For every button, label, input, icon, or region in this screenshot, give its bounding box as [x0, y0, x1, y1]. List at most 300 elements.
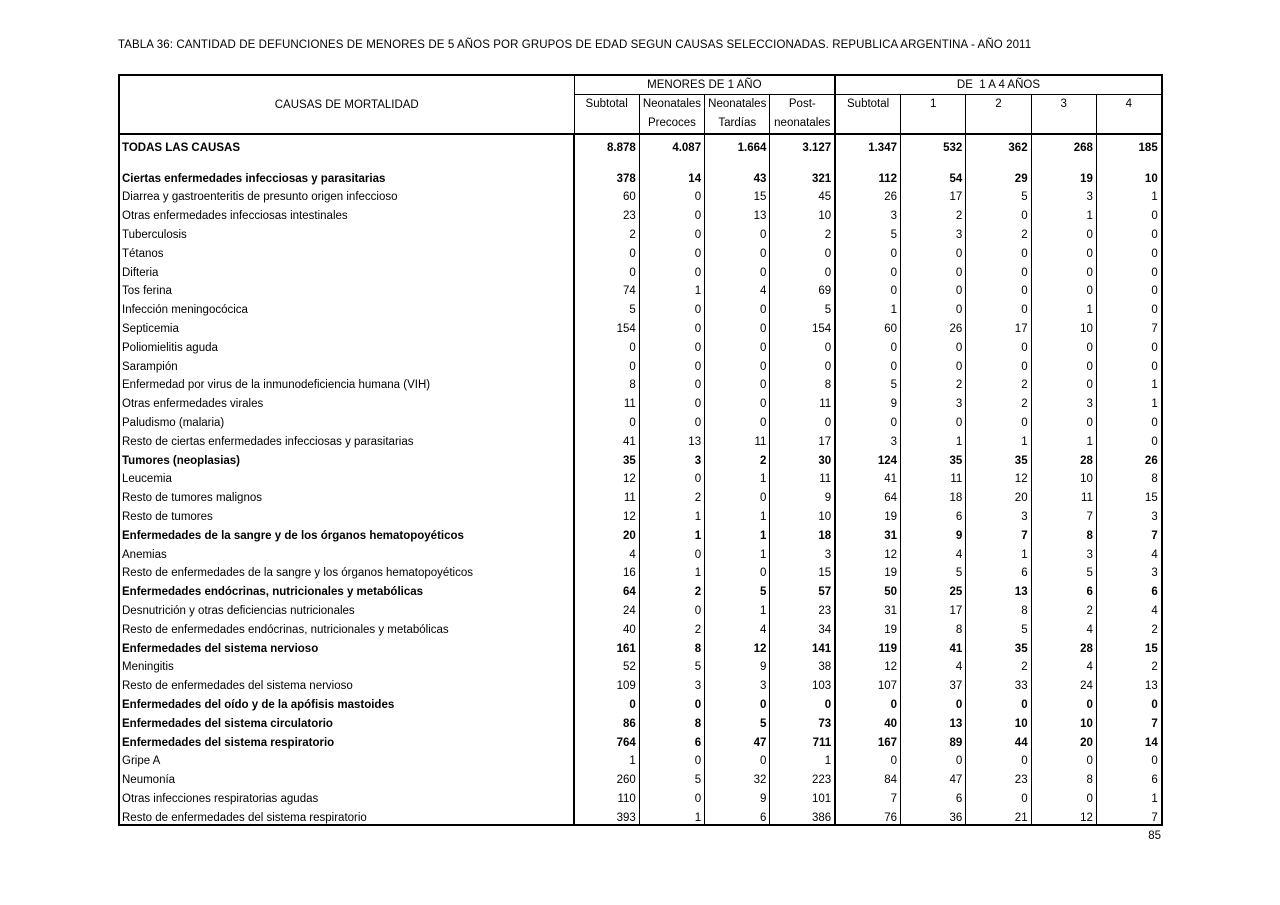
- table-row: [119, 373, 1162, 392]
- cell-value: 0: [639, 786, 704, 805]
- row-label: Meningitis: [122, 661, 174, 674]
- table-row: [119, 391, 1162, 410]
- cell-value: 10: [1031, 316, 1096, 335]
- cell-value: 0: [1031, 373, 1096, 392]
- cell-value: 1: [639, 523, 704, 542]
- cell-value: 73: [770, 711, 835, 730]
- row-label: Enfermedades del sistema respiratorio: [122, 736, 335, 749]
- cell-value: 7: [1096, 711, 1161, 730]
- cell-value: 0: [1096, 429, 1161, 448]
- cell-value: 15: [705, 185, 770, 204]
- cell-value: 0: [835, 279, 900, 298]
- cell-value: 0: [639, 241, 704, 260]
- cell-value: 12: [966, 467, 1031, 486]
- cell-value: 0: [639, 467, 704, 486]
- cell-value: 74: [574, 279, 639, 298]
- cell-value: 31: [835, 598, 900, 617]
- cell-value: 0: [1096, 279, 1161, 298]
- cell-value: 25: [901, 579, 966, 598]
- cell-value: 0: [835, 354, 900, 373]
- cell-value: 0: [1096, 335, 1161, 354]
- cell-value: 0: [639, 391, 704, 410]
- cell-value: 8: [639, 711, 704, 730]
- table-row: [119, 767, 1162, 786]
- cell-value: 8: [1031, 523, 1096, 542]
- cell-value: 41: [835, 467, 900, 486]
- table-row: [119, 429, 1162, 448]
- cell-value: 0: [901, 410, 966, 429]
- cell-value: 2: [639, 485, 704, 504]
- cell-value: 0: [1031, 749, 1096, 768]
- row-label: Tuberculosis: [122, 228, 187, 241]
- cell-value: 0: [1031, 279, 1096, 298]
- cell-value: 6: [1031, 579, 1096, 598]
- cell-value: 2: [1096, 617, 1161, 636]
- cell-value: 2: [574, 222, 639, 241]
- cell-value: 6: [705, 805, 770, 825]
- column-header: 4: [1096, 95, 1161, 135]
- cell-value: 103: [770, 673, 835, 692]
- cell-value: 19: [1031, 166, 1096, 185]
- cell-value: 1: [966, 429, 1031, 448]
- cell-value: 1: [901, 429, 966, 448]
- cell-value: 35: [966, 448, 1031, 467]
- column-header: Subtotal: [574, 95, 639, 135]
- table-row: [119, 673, 1162, 692]
- cell-value: [1031, 154, 1096, 166]
- cell-value: 0: [1096, 354, 1161, 373]
- cell-value: 5: [966, 185, 1031, 204]
- column-header: Neonatales Precoces: [639, 95, 704, 135]
- cell-value: 0: [966, 335, 1031, 354]
- cell-value: 60: [574, 185, 639, 204]
- cell-value: 0: [901, 241, 966, 260]
- row-label: Resto de ciertas enfermedades infecciosas y parasitarias: [122, 435, 414, 448]
- cell-value: 16: [574, 561, 639, 580]
- cell-value: [770, 154, 835, 166]
- cell-value: 9: [901, 523, 966, 542]
- cell-value: 0: [705, 410, 770, 429]
- table-row: [119, 598, 1162, 617]
- cell-value: 10: [1031, 711, 1096, 730]
- cell-value: 0: [705, 260, 770, 279]
- group-header-row: [119, 75, 1162, 95]
- cell-value: 1: [1031, 429, 1096, 448]
- cell-value: [901, 154, 966, 166]
- table-row: [119, 185, 1162, 204]
- table-row: [119, 166, 1162, 185]
- cell-value: 0: [639, 203, 704, 222]
- cell-value: 12: [574, 504, 639, 523]
- table-row: [119, 410, 1162, 429]
- cell-value: 3: [705, 673, 770, 692]
- cell-value: 3: [639, 673, 704, 692]
- column-header: Post- neonatales: [770, 95, 835, 135]
- row-label: Otras enfermedades virales: [122, 398, 264, 411]
- table-row: [119, 504, 1162, 523]
- cell-value: 14: [1096, 730, 1161, 749]
- cell-value: 0: [574, 692, 639, 711]
- cell-value: 5: [639, 767, 704, 786]
- cell-value: 0: [901, 297, 966, 316]
- spacer-row: [119, 154, 1162, 166]
- cell-value: 711: [770, 730, 835, 749]
- cell-value: 6: [966, 561, 1031, 580]
- row-label: Resto de enfermedades endócrinas, nutricionales y metabólicas: [122, 623, 449, 636]
- cell-value: 0: [1096, 410, 1161, 429]
- cell-value: 6: [901, 504, 966, 523]
- cell-value: 2: [705, 448, 770, 467]
- cell-value: 3: [1031, 391, 1096, 410]
- cell-value: 185: [1096, 134, 1161, 154]
- cell-value: 8: [1031, 767, 1096, 786]
- cell-value: 19: [835, 561, 900, 580]
- cell-value: 4: [705, 617, 770, 636]
- table-row: [119, 636, 1162, 655]
- cell-value: 20: [966, 485, 1031, 504]
- cell-value: 0: [835, 260, 900, 279]
- cell-value: 141: [770, 636, 835, 655]
- row-label: Infección meningocócica: [122, 304, 248, 317]
- cell-value: 57: [770, 579, 835, 598]
- cell-value: 5: [639, 655, 704, 674]
- table-row: [119, 561, 1162, 580]
- cell-value: [1096, 154, 1161, 166]
- cell-value: 8: [966, 598, 1031, 617]
- cell-value: 28: [1031, 636, 1096, 655]
- cell-value: 0: [639, 410, 704, 429]
- cell-value: 0: [835, 749, 900, 768]
- cell-value: 0: [966, 203, 1031, 222]
- causes-column-header: CAUSAS DE MORTALIDAD: [119, 75, 574, 134]
- cell-value: 40: [574, 617, 639, 636]
- cell-value: 378: [574, 166, 639, 185]
- cell-value: 47: [705, 730, 770, 749]
- cell-value: 13: [1096, 673, 1161, 692]
- cell-value: 362: [966, 134, 1031, 154]
- cell-value: 3: [901, 391, 966, 410]
- cell-value: 0: [639, 542, 704, 561]
- cell-value: 35: [574, 448, 639, 467]
- cell-value: 161: [574, 636, 639, 655]
- cell-value: 50: [835, 579, 900, 598]
- cell-value: 0: [639, 222, 704, 241]
- cell-value: 12: [705, 636, 770, 655]
- cell-value: 10: [966, 711, 1031, 730]
- cell-value: 23: [770, 598, 835, 617]
- cell-value: 47: [901, 767, 966, 786]
- row-label: Anemias: [122, 548, 167, 561]
- cell-value: 15: [1096, 636, 1161, 655]
- cell-value: 2: [901, 203, 966, 222]
- cell-value: 1: [705, 504, 770, 523]
- cell-value: 64: [574, 579, 639, 598]
- cell-value: 3: [770, 542, 835, 561]
- column-header: 1: [901, 95, 966, 135]
- row-label: Difteria: [122, 266, 159, 279]
- cell-value: 3: [1031, 542, 1096, 561]
- cell-value: 12: [835, 542, 900, 561]
- cell-value: 0: [966, 410, 1031, 429]
- cell-value: 0: [901, 354, 966, 373]
- cell-value: 18: [770, 523, 835, 542]
- cell-value: 4: [1096, 598, 1161, 617]
- cell-value: 1: [1096, 786, 1161, 805]
- cell-value: 109: [574, 673, 639, 692]
- cell-value: 0: [705, 485, 770, 504]
- cell-value: 11: [770, 467, 835, 486]
- cell-value: 15: [1096, 485, 1161, 504]
- cell-value: 0: [705, 373, 770, 392]
- table-row: [119, 241, 1162, 260]
- cell-value: [705, 154, 770, 166]
- cell-value: 30: [770, 448, 835, 467]
- cell-value: 76: [835, 805, 900, 825]
- cell-value: 4: [1031, 617, 1096, 636]
- cell-value: 43: [705, 166, 770, 185]
- cell-value: 23: [574, 203, 639, 222]
- group-header-1-to-4: DE 1 A 4 AÑOS: [835, 75, 1162, 95]
- cell-value: 2: [1031, 598, 1096, 617]
- cell-value: 2: [770, 222, 835, 241]
- cell-value: 154: [770, 316, 835, 335]
- row-label: Gripe A: [122, 755, 161, 768]
- cell-value: 0: [574, 335, 639, 354]
- cell-value: [835, 154, 900, 166]
- cell-value: 0: [639, 185, 704, 204]
- cell-value: 89: [901, 730, 966, 749]
- cell-value: 0: [770, 692, 835, 711]
- cell-value: 18: [901, 485, 966, 504]
- cell-value: 3: [1031, 185, 1096, 204]
- row-label: Enfermedades del sistema circulatorio: [122, 717, 333, 730]
- table-row: [119, 749, 1162, 768]
- cell-value: 11: [574, 485, 639, 504]
- row-label: Enfermedades de la sangre y de los órganos hematopoyéticos: [122, 529, 464, 542]
- cell-value: 11: [1031, 485, 1096, 504]
- cell-value: 1: [966, 542, 1031, 561]
- cell-value: 44: [966, 730, 1031, 749]
- cell-value: 9: [835, 391, 900, 410]
- cell-value: 0: [966, 297, 1031, 316]
- cell-value: 0: [1096, 241, 1161, 260]
- cell-value: 0: [770, 335, 835, 354]
- cell-value: 11: [574, 391, 639, 410]
- row-label: [119, 154, 574, 166]
- cell-value: [639, 154, 704, 166]
- cell-value: 6: [639, 730, 704, 749]
- row-label: Leucemia: [122, 473, 172, 486]
- cell-value: 0: [1031, 335, 1096, 354]
- cell-value: 0: [1096, 203, 1161, 222]
- cell-value: 0: [639, 335, 704, 354]
- cell-value: 1: [1096, 391, 1161, 410]
- row-label: Resto de tumores: [122, 510, 213, 523]
- cell-value: 38: [770, 655, 835, 674]
- cell-value: 1: [705, 542, 770, 561]
- cell-value: 8: [574, 373, 639, 392]
- table-row: [119, 655, 1162, 674]
- column-header: 3: [1031, 95, 1096, 135]
- cell-value: 1: [705, 598, 770, 617]
- cell-value: 3: [901, 222, 966, 241]
- cell-value: 0: [705, 692, 770, 711]
- table-row: [119, 260, 1162, 279]
- cell-value: 0: [574, 410, 639, 429]
- cell-value: 5: [705, 711, 770, 730]
- row-label: Paludismo (malaria): [122, 416, 225, 429]
- cell-value: 0: [770, 260, 835, 279]
- cell-value: 21: [966, 805, 1031, 825]
- cell-value: 0: [705, 297, 770, 316]
- cell-value: 0: [639, 373, 704, 392]
- table-row: [119, 222, 1162, 241]
- cell-value: 4: [574, 542, 639, 561]
- table-row: [119, 316, 1162, 335]
- cell-value: 2: [966, 391, 1031, 410]
- row-label: Poliomielitis aguda: [122, 341, 218, 354]
- row-label: Diarrea y gastroenteritis de presunto origen infeccioso: [122, 191, 398, 204]
- cell-value: 1: [705, 467, 770, 486]
- table-row: [119, 523, 1162, 542]
- cell-value: 17: [901, 598, 966, 617]
- cell-value: 8: [901, 617, 966, 636]
- cell-value: 12: [835, 655, 900, 674]
- table-title: TABLA 36: CANTIDAD DE DEFUNCIONES DE MENORES DE 5 AÑOS POR GRUPOS DE EDAD SEGUN CAUSAS SELECCIONADAS. REPUBLICA ARGENTINA - AÑO 2011: [118, 39, 1032, 51]
- cell-value: 2: [966, 373, 1031, 392]
- cell-value: 35: [901, 448, 966, 467]
- cell-value: 0: [966, 749, 1031, 768]
- cell-value: 31: [835, 523, 900, 542]
- cell-value: 20: [574, 523, 639, 542]
- cell-value: 60: [835, 316, 900, 335]
- cell-value: 24: [1031, 673, 1096, 692]
- row-label: Septicemia: [122, 322, 179, 335]
- row-label: Enfermedad por virus de la inmunodeficiencia humana (VIH): [122, 379, 431, 392]
- cell-value: 3.127: [770, 134, 835, 154]
- cell-value: 0: [705, 749, 770, 768]
- cell-value: 0: [966, 241, 1031, 260]
- cell-value: 7: [1096, 523, 1161, 542]
- cell-value: 1: [639, 805, 704, 825]
- cell-value: 0: [705, 335, 770, 354]
- row-label: Resto de enfermedades de la sangre y los órganos hematopoyéticos: [122, 567, 473, 580]
- cell-value: 1: [574, 749, 639, 768]
- cell-value: 101: [770, 786, 835, 805]
- cell-value: 13: [705, 203, 770, 222]
- cell-value: 1.347: [835, 134, 900, 154]
- cell-value: 107: [835, 673, 900, 692]
- cell-value: 0: [1031, 222, 1096, 241]
- cell-value: 13: [901, 711, 966, 730]
- table-row: [119, 542, 1162, 561]
- cell-value: 29: [966, 166, 1031, 185]
- cell-value: 64: [835, 485, 900, 504]
- cell-value: 0: [639, 598, 704, 617]
- cell-value: 14: [639, 166, 704, 185]
- cell-value: 1: [639, 504, 704, 523]
- cell-value: 3: [639, 448, 704, 467]
- cell-value: 532: [901, 134, 966, 154]
- row-label: Resto de enfermedades del sistema respiratorio: [122, 811, 367, 824]
- cell-value: 0: [1096, 260, 1161, 279]
- cell-value: 0: [705, 354, 770, 373]
- cell-value: 28: [1031, 448, 1096, 467]
- table-row: [119, 134, 1162, 154]
- row-label: Otras enfermedades infecciosas intestinales: [122, 210, 348, 223]
- cell-value: 1: [1031, 203, 1096, 222]
- row-label: Resto de tumores malignos: [122, 492, 262, 505]
- table-row: [119, 485, 1162, 504]
- cell-value: 0: [901, 749, 966, 768]
- cell-value: 10: [1096, 166, 1161, 185]
- cell-value: 26: [901, 316, 966, 335]
- cell-value: 0: [966, 279, 1031, 298]
- table-row: [119, 711, 1162, 730]
- cell-value: 0: [639, 297, 704, 316]
- cell-value: 0: [1031, 241, 1096, 260]
- cell-value: 8: [770, 373, 835, 392]
- cell-value: 5: [705, 579, 770, 598]
- cell-value: 11: [901, 467, 966, 486]
- cell-value: 6: [1096, 579, 1161, 598]
- cell-value: 26: [1096, 448, 1161, 467]
- cell-value: 86: [574, 711, 639, 730]
- cell-value: 0: [639, 260, 704, 279]
- table-row: [119, 617, 1162, 636]
- cell-value: 0: [705, 241, 770, 260]
- cell-value: 2: [1096, 655, 1161, 674]
- row-label: Desnutrición y otras deficiencias nutricionales: [122, 604, 355, 617]
- cell-value: 0: [835, 241, 900, 260]
- cell-value: 2: [639, 617, 704, 636]
- row-label: Enfermedades endócrinas, nutricionales y metabólicas: [122, 586, 424, 599]
- cell-value: 5: [1031, 561, 1096, 580]
- cell-value: 1: [1031, 297, 1096, 316]
- cell-value: 9: [705, 655, 770, 674]
- cell-value: 0: [770, 354, 835, 373]
- cell-value: 0: [639, 692, 704, 711]
- cell-value: 1: [770, 749, 835, 768]
- cell-value: 36: [901, 805, 966, 825]
- cell-value: 4: [901, 542, 966, 561]
- cell-value: 167: [835, 730, 900, 749]
- cell-value: 5: [901, 561, 966, 580]
- cell-value: 33: [966, 673, 1031, 692]
- cell-value: 24: [574, 598, 639, 617]
- table-row: [119, 467, 1162, 486]
- cell-value: 5: [966, 617, 1031, 636]
- table-row: [119, 279, 1162, 298]
- cell-value: 5: [835, 222, 900, 241]
- cell-value: 10: [770, 504, 835, 523]
- cell-value: 0: [901, 260, 966, 279]
- row-label: Neumonía: [122, 774, 176, 787]
- cell-value: 1: [639, 561, 704, 580]
- cell-value: 0: [705, 222, 770, 241]
- table-row: [119, 203, 1162, 222]
- cell-value: 12: [1031, 805, 1096, 825]
- cell-value: 2: [901, 373, 966, 392]
- cell-value: 41: [574, 429, 639, 448]
- cell-value: 0: [770, 241, 835, 260]
- cell-value: 0: [639, 749, 704, 768]
- cell-value: 3: [835, 203, 900, 222]
- cell-value: 15: [770, 561, 835, 580]
- cell-value: 1: [705, 523, 770, 542]
- cell-value: 0: [1031, 410, 1096, 429]
- cell-value: 260: [574, 767, 639, 786]
